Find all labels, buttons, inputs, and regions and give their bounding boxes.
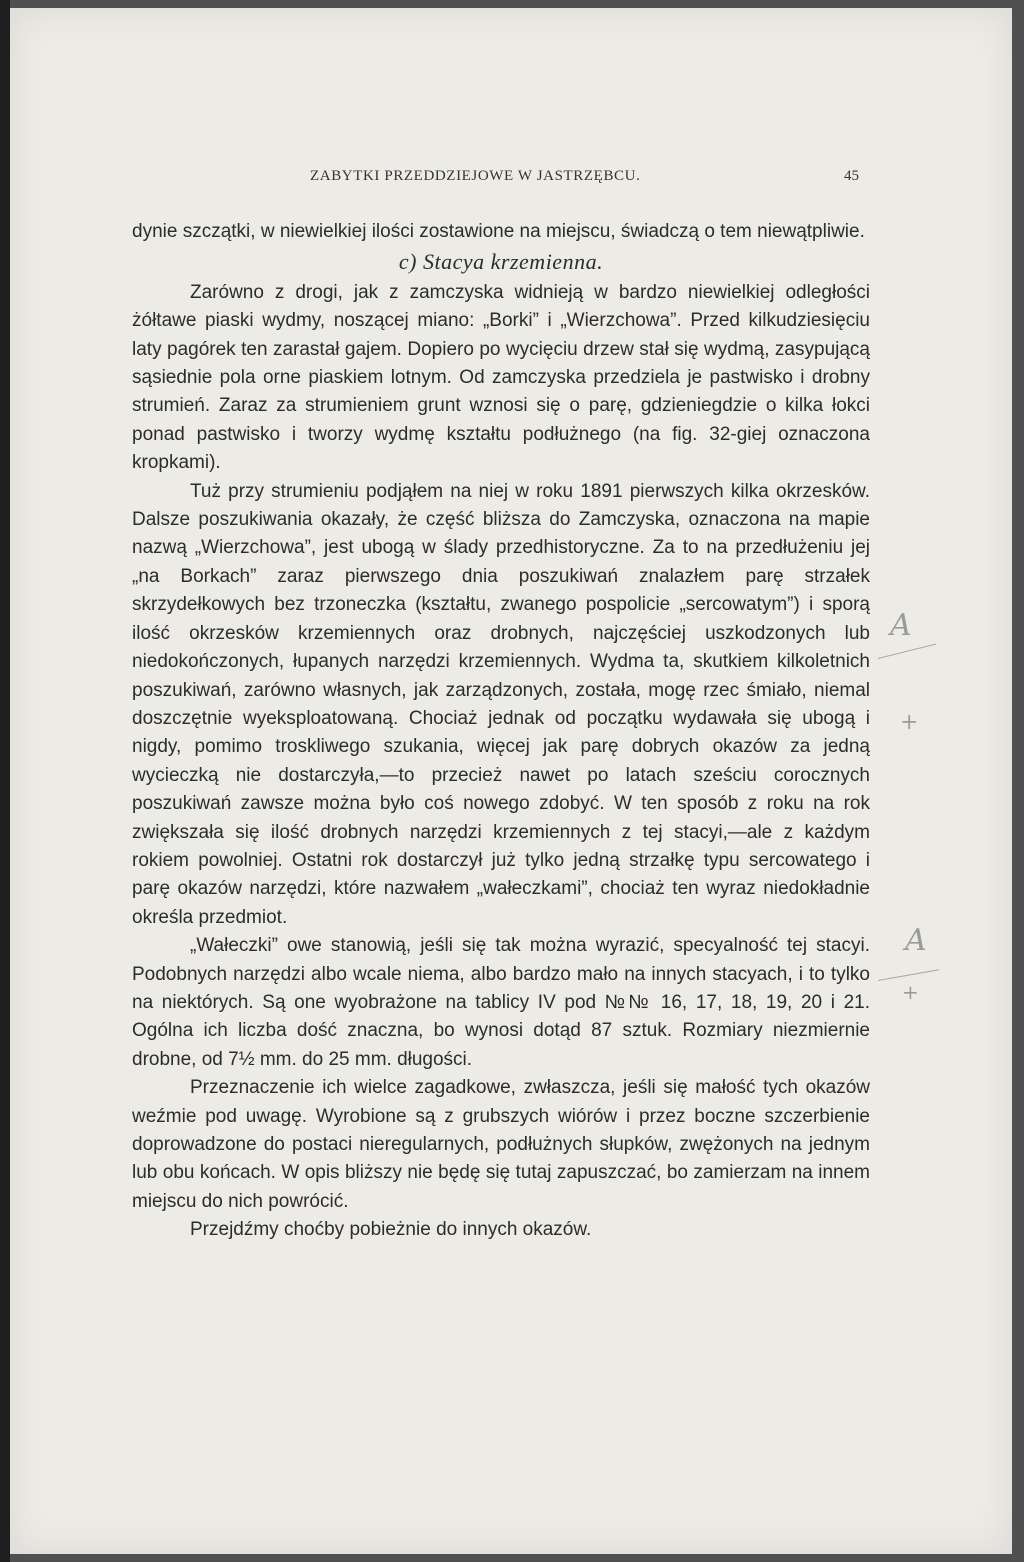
paragraph-2: Zarówno z drogi, jak z zamczyska widnieją w bardzo niewielkiej odległości żółtawe piaski wydmy, noszącej miano: „Borki” i „Wierzchowa”. Przed kilkudziesięciu laty pagórek ten zarastał gajem. Dopiero po wycięciu drzew stał się wydmą, zasypującą sąsiednie pola orne piaskiem lotnym. Od zamczyska przedziela je pastwisko i drobny strumień. Zaraz za strumieniem grunt wznosi się o parę, gdzieniegdzie o kilka łokci ponad pastwisko i tworzy wydmę kształtu podłużnego (na fig. 32-giej oznaczona kropkami). bbox=[132, 281, 870, 474]
margin-note-plus-upper: + bbox=[900, 710, 919, 735]
margin-stroke bbox=[878, 643, 936, 658]
scanned-page bbox=[10, 8, 1012, 1554]
paragraph-5: Przeznaczenie ich wielce zagadkowe, zwłaszcza, jeśli się małość tych okazów weźmie pod uwagę. Wyrobione są z grubszych wiórów i przez boczne szczerbienie doprowadzone do postaci nieregularnych, podłużnych słupków, zwężonych na jednym lub obu końcach. W opis bliższy nie będę się tutaj zapuszczać, bo zamierzam na innem miejscu do nich powrócić. bbox=[132, 1077, 870, 1212]
paragraph-3: Tuż przy strumieniu podjąłem na niej w roku 1891 pierwszych kilka okrzesków. Dalsze poszukiwania okazały, że część bliższa do Zamczyska, oznaczona na mapie nazwą „Wierzchowa”, jest ubogą w ślady przedhistoryczne. Za to na przedłużeniu jej „na Borkach” zaraz pierwszego dnia poszukiwań znalazłem parę strzałek skrzydełkowych bez trzoneczka (kształtu, zwanego pospolicie „sercowatym”) i sporą ilość okrzesków krzemiennych oraz drobnych, najczęściej uszkodzonych lub niedokończonych, łupanych narzędzi krzemiennych. Wydma ta, skutkiem kilkoletnich poszukiwań, zarówno własnych, jak zarządzonych, została, mogę rzec śmiało, niemal doszczętnie wyeksploatowaną. Chociaż jednak od początku wydawała się ubogą i nigdy, pomimo troskliwego szukania, więcej jak parę dobrych okazów za jedną wycieczką nie dostarczyła,—to przecież nawet po latach sześciu corocznych poszukiwań zawsze można było coś nowego zdobyć. W ten sposób z roku na rok zwiększała się ilość drobnych narzędzi krzemiennych z tej stacyi,—ale z każdym rokiem powolniej. Ostatni rok dostarczył już tylko jedną strzałkę typu sercowatego i parę okazów narzędzi, które nazwałem „wałeczkami”, chociaż ten wyraz niedokładnie określa przedmiot. bbox=[132, 480, 870, 928]
margin-note-plus-lower: + bbox=[902, 980, 919, 1004]
margin-note-a-upper: A bbox=[890, 608, 912, 643]
page-header bbox=[10, 168, 1012, 192]
book-spine-edge bbox=[0, 0, 10, 1562]
section-title: c) Stacya krzemienna. bbox=[398, 249, 604, 275]
margin-note-a-lower: A bbox=[905, 923, 927, 958]
page-body bbox=[132, 218, 870, 1245]
paragraph-1: dynie szczątki, w niewielkiej ilości zostawione na miejscu, świadczą o tem niewątpliwie. bbox=[132, 221, 865, 242]
paragraph-4: „Wałeczki” owe stanowią, jeśli się tak można wyrazić, specyalność tej stacyi. Podobnych narzędzi albo wcale niema, albo bardzo mało na innych stacyach, i to tylko na niektórych. Są one wyobrażone na tablicy IV pod №№ 16, 17, 18, 19, 20 i 21. Ogólna ich liczba dość znaczna, bo wynosi dotąd 87 sztuk. Rozmiary niezmiernie drobne, od 7½ mm. do 25 mm. długości. bbox=[132, 935, 870, 1070]
running-head: ZABYTKI PRZEDDZIEJOWE W JASTRZĘBCU. bbox=[310, 168, 641, 184]
paragraph-6: Przejdźmy choćby pobieżnie do innych okazów. bbox=[190, 1219, 592, 1241]
page-number: 45 bbox=[844, 168, 859, 184]
